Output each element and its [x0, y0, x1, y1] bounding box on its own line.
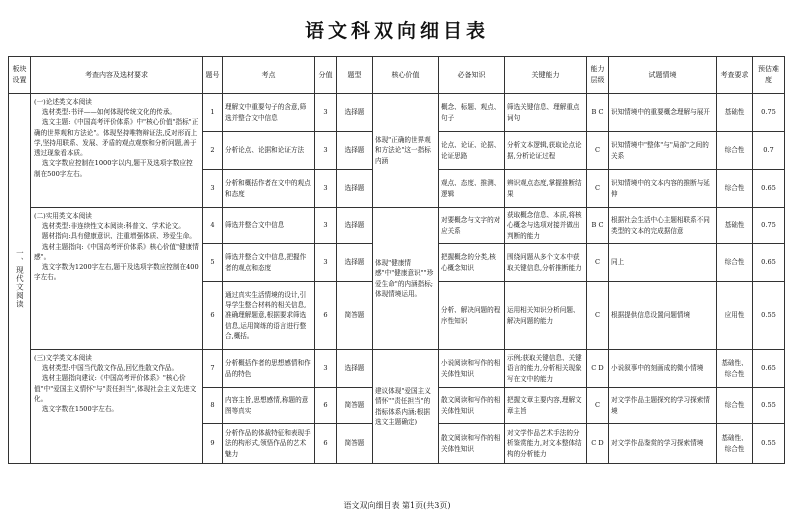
question-number: 5	[203, 244, 223, 282]
context: 小说叙事中的刻画成的微小情境	[609, 350, 717, 388]
block-line: 选文字数为1200字左右,题干及选项字数应控制在400字左右。	[34, 263, 199, 282]
ability-level: C D	[587, 424, 609, 464]
question-number: 7	[203, 350, 223, 388]
header-cell: 考点	[223, 57, 315, 94]
score: 3	[315, 244, 337, 282]
exam-point: 通过真实生活情境的设计,引导学生整合材料的相关信息,准确理解题意,根据要求筛选信息,运用简练的语言进行整合,概括。	[223, 282, 315, 350]
block-line: 选文字数在1500字左右。	[41, 405, 119, 414]
page-title: 语文科双向细目表	[304, 20, 489, 42]
requirement: 综合性	[717, 244, 753, 282]
score: 3	[315, 94, 337, 132]
difficulty: 0.55	[753, 282, 785, 350]
score: 6	[315, 424, 337, 464]
context: 识知情境中"整体"与"局部"之间的关系	[609, 132, 717, 170]
requirement: 基础性	[717, 94, 753, 132]
core-value: 体现"健康情感"中"健康意识""珍爱生命"的内涵指标;体现情境运用。	[373, 208, 439, 350]
knowledge: 概念、标题、观点、句子	[439, 94, 505, 132]
question-type: 选择题	[337, 170, 373, 208]
ability-level: B C	[587, 94, 609, 132]
question-number: 3	[203, 170, 223, 208]
knowledge: 散文阅读和写作的相关体性知识	[439, 424, 505, 464]
ability-level: C D	[587, 350, 609, 388]
difficulty: 0.65	[753, 170, 785, 208]
requirement: 应用性	[717, 282, 753, 350]
block-line: 选材主题指向:《中国高考评价体系》核心价值"健康情感"。	[34, 242, 199, 261]
context: 对文学作品鉴赏的学习探索情境	[609, 424, 717, 464]
knowledge: 观点、态度、推测、逻辑	[439, 170, 505, 208]
block-heading: (三)文学类文本阅读	[34, 354, 92, 362]
score: 3	[315, 350, 337, 388]
ability: 辨识观点态度,掌握推断结果	[505, 170, 587, 208]
ability: 获取概念信息、本质,将核心概念与选项对接并做出判断的能力	[505, 208, 587, 244]
difficulty: 0.75	[753, 94, 785, 132]
table-row	[9, 208, 785, 244]
score: 3	[315, 208, 337, 244]
question-type: 选择题	[337, 350, 373, 388]
core-value: 体现"正确的世界观和方法论"这一指标内涵	[373, 94, 439, 208]
difficulty: 0.55	[753, 424, 785, 464]
ability-level: C	[587, 244, 609, 282]
question-number: 8	[203, 388, 223, 424]
section-cell	[9, 94, 31, 464]
exam-point: 分析概括作者的思想感情和作品的特色	[223, 350, 315, 388]
block-line: 选文主题:《中国高考评价体系》中"核心价值"指标"正确的世界观和方法论"。体现坚持唯物辩证法,反对形而上学,坚持用联系、发展、矛盾的观点观察和分析问题,善于透过现象看本质。	[34, 118, 199, 158]
header-cell: 能力层级	[587, 57, 609, 94]
score: 6	[315, 282, 337, 350]
header-cell: 必备知识	[439, 57, 505, 94]
header-cell: 题号	[203, 57, 223, 94]
score: 3	[315, 170, 337, 208]
page-footer: 语文双向细目表 第1页(共3页)	[343, 501, 451, 510]
requirement: 综合性	[717, 132, 753, 170]
section-label: 一、现代文阅读	[15, 248, 25, 309]
difficulty: 0.65	[753, 244, 785, 282]
knowledge: 散文阅读和写作的相关体性知识	[439, 388, 505, 424]
exam-point: 分析作品的体裁特征和表现手法的构形式,领悟作品的艺术魅力	[223, 424, 315, 464]
ability: 筛选关键信息、理解重点词句	[505, 94, 587, 132]
context: 识知情境中的重要概念理解与展开	[609, 94, 717, 132]
knowledge: 分析、解决问题的程序性知识	[439, 282, 505, 350]
exam-point: 分析论点、论据和论证方法	[223, 132, 315, 170]
question-number: 6	[203, 282, 223, 350]
block-heading: (二)实用类文本阅读	[34, 212, 92, 220]
score: 6	[315, 388, 337, 424]
block-line: 选材主题指向建议:《中国高考评价体系》"核心价值"中"爱国主义情怀"与"责任担当",体现社会主义先进文化。	[34, 374, 197, 403]
knowledge: 把握概念的分类,核心概念知识	[439, 244, 505, 282]
header-cell: 考查要求	[717, 57, 753, 94]
core-value: 建议体现"爱国主义情怀""责任担当"的指标体系内涵;根据选文主题确定)	[373, 350, 439, 464]
question-number: 4	[203, 208, 223, 244]
difficulty: 0.65	[753, 350, 785, 388]
question-number: 1	[203, 94, 223, 132]
exam-point: 筛选并整合文中信息	[223, 208, 315, 244]
ability: 分析文本逻辑,获取论点论据,分析论证过程	[505, 132, 587, 170]
header-cell: 试题情境	[609, 57, 717, 94]
knowledge: 论点、论证、论据、论证思路	[439, 132, 505, 170]
table-row	[9, 350, 785, 388]
header-row	[9, 57, 785, 94]
context: 根据提供信息设置问题情境	[609, 282, 717, 350]
context: 对文学作品主题探究的学习探索情境	[609, 388, 717, 424]
exam-point: 分析和概括作者在文中的观点和态度	[223, 170, 315, 208]
ability: 运用相关知识分析问题、解决问题的能力	[505, 282, 587, 350]
ability: 对文学作品艺术手法的分析鉴赏能力,对文本整体结构的分析能力	[505, 424, 587, 464]
score: 3	[315, 132, 337, 170]
ability-level: C	[587, 170, 609, 208]
difficulty: 0.55	[753, 388, 785, 424]
header-cell: 核心价值	[373, 57, 439, 94]
block-line: 选材类型:非连续性文本阅读:科普文、学术论文。	[41, 222, 185, 231]
header-cell: 板块设置	[9, 57, 31, 94]
context: 同上	[609, 244, 717, 282]
difficulty: 0.7	[753, 132, 785, 170]
question-type: 简答题	[337, 282, 373, 350]
ability-level: C	[587, 132, 609, 170]
question-type: 选择题	[337, 94, 373, 132]
spec-table	[8, 56, 785, 464]
exam-point: 筛选并整合文中信息,把握作者的观点和态度	[223, 244, 315, 282]
requirement: 综合性	[717, 170, 753, 208]
ability-level: B C	[587, 208, 609, 244]
question-number: 2	[203, 132, 223, 170]
ability-level: C	[587, 388, 609, 424]
question-number: 9	[203, 424, 223, 464]
requirement: 综合性	[717, 388, 753, 424]
question-type: 选择题	[337, 132, 373, 170]
header-cell: 预估难度	[753, 57, 785, 94]
requirement: 基础性	[717, 208, 753, 244]
block-line: 题材指向:具有健康意识、注重增强体质、珍爱生命。	[41, 232, 196, 241]
header-cell: 关键能力	[505, 57, 587, 94]
question-type: 简答题	[337, 388, 373, 424]
ability: 把握文章主要内容,理解文章主旨	[505, 388, 587, 424]
header-cell: 题型	[337, 57, 373, 94]
requirement: 基础性、综合性	[717, 424, 753, 464]
context: 根据社会生活中心主题相联系不同类型的文本的完成据信意	[609, 208, 717, 244]
table-row	[9, 94, 785, 132]
context: 识知情境中的文本内容的推断与延伸	[609, 170, 717, 208]
ability: 示例;获取关键信息、关键语言的能力,分析相关现象写在文中的能力	[505, 350, 587, 388]
header-cell: 分值	[315, 57, 337, 94]
requirement: 基础性、综合性	[717, 350, 753, 388]
question-type: 选择题	[337, 244, 373, 282]
difficulty: 0.75	[753, 208, 785, 244]
block-heading: (一)论述类文本阅读	[34, 98, 92, 106]
block-line: 选材类型:书评——如何体现传统文化的传承。	[41, 108, 177, 117]
knowledge: 对要概念与文字的对应关系	[439, 208, 505, 244]
question-type: 简答题	[337, 424, 373, 464]
exam-point: 内容主旨,思想感情,称题的意图等真实	[223, 388, 315, 424]
requirement-cell	[31, 208, 203, 350]
header-cell: 考查内容及选材要求	[31, 57, 203, 94]
question-type: 选择题	[337, 208, 373, 244]
knowledge: 小说阅读和写作的相关体性知识	[439, 350, 505, 388]
requirement-cell	[31, 350, 203, 464]
ability-level: C	[587, 282, 609, 350]
ability: 围绕问题从多个文本中获取关键信息,分析推断能力	[505, 244, 587, 282]
requirement-cell	[31, 94, 203, 208]
block-line: 选文字数应控制在1000字以内,题干及选项字数应控制在500字左右。	[34, 159, 193, 178]
block-line: 选材类型:中国当代散文作品,回忆性散文作品。	[41, 364, 179, 373]
exam-point: 理解文中重要句子的含意,筛选并整合文中信息	[223, 94, 315, 132]
